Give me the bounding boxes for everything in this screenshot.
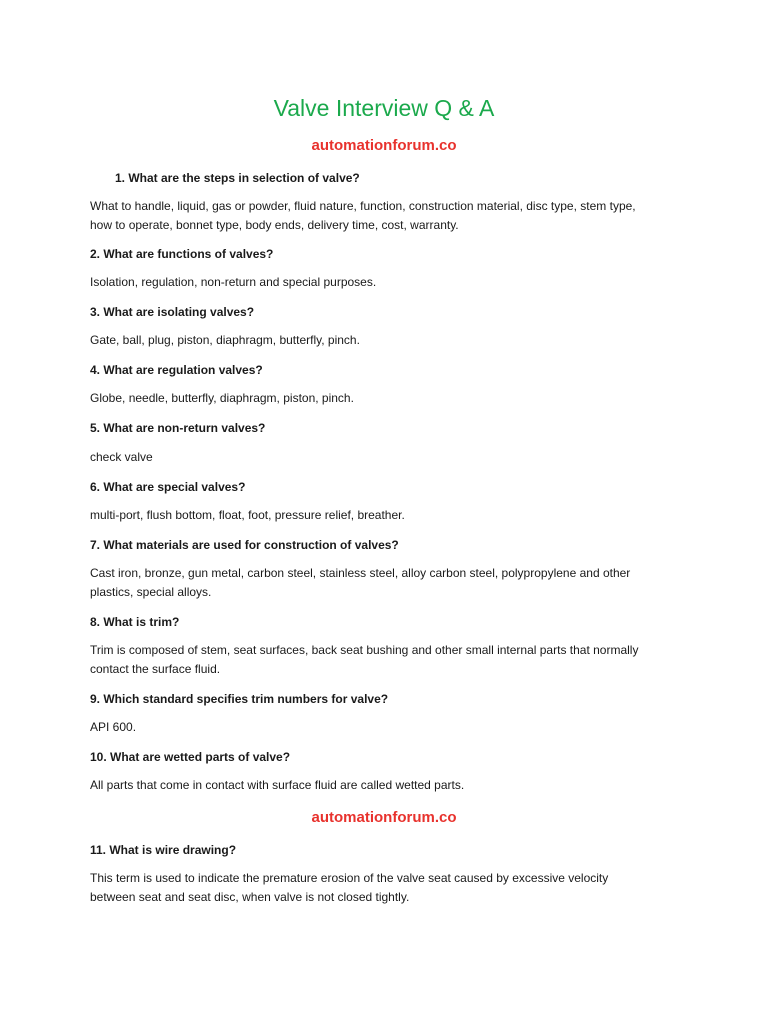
answer-11-line-2: between seat and seat disc, when valve is not closed tightly. [90, 890, 410, 904]
question-7: 7. What materials are used for construction of valves? [90, 538, 399, 552]
question-9: 9. Which standard specifies trim numbers for valve? [90, 692, 389, 706]
question-10: 10. What are wetted parts of valve? [90, 750, 291, 764]
answer-6-line-1: multi-port, flush bottom, float, foot, pressure relief, breather. [90, 508, 405, 522]
answer-10-line-1: All parts that come in contact with surface fluid are called wetted parts. [90, 778, 465, 792]
question-2: 2. What are functions of valves? [90, 247, 274, 261]
answer-1-line-1: What to handle, liquid, gas or powder, fluid nature, function, construction material, disc type, stem type, [90, 199, 636, 213]
answer-7-line-1: Cast iron, bronze, gun metal, carbon steel, stainless steel, alloy carbon steel, polypropylene and other [90, 566, 631, 580]
answer-9-line-1: API 600. [90, 720, 137, 734]
answer-11-line-1: This term is used to indicate the premature erosion of the valve seat caused by excessive velocity [90, 871, 609, 885]
page-title: Valve Interview Q & A [273, 95, 495, 121]
answer-7-line-2: plastics, special alloys. [90, 585, 212, 599]
question-6: 6. What are special valves? [90, 480, 246, 494]
answer-8-line-2: contact the surface fluid. [90, 662, 221, 676]
site-label-mid: automationforum.co [311, 809, 457, 826]
question-4: 4. What are regulation valves? [90, 363, 263, 377]
answer-5-line-1: check valve [90, 450, 153, 464]
answer-4-line-1: Globe, needle, butterfly, diaphragm, piston, pinch. [90, 391, 354, 405]
question-5: 5. What are non-return valves? [90, 421, 266, 435]
site-label-top: automationforum.co [311, 137, 457, 154]
answer-1-line-2: how to operate, bonnet type, body ends, delivery time, cost, warranty. [90, 218, 459, 232]
answer-2-line-1: Isolation, regulation, non-return and special purposes. [90, 275, 377, 289]
question-1: 1. What are the steps in selection of valve? [115, 171, 360, 185]
answer-8-line-1: Trim is composed of stem, seat surfaces, back seat bushing and other small internal parts that normally [90, 643, 639, 657]
question-11: 11. What is wire drawing? [90, 843, 237, 857]
answer-3-line-1: Gate, ball, plug, piston, diaphragm, butterfly, pinch. [90, 333, 360, 347]
question-8: 8. What is trim? [90, 615, 180, 629]
question-3: 3. What are isolating valves? [90, 305, 255, 319]
